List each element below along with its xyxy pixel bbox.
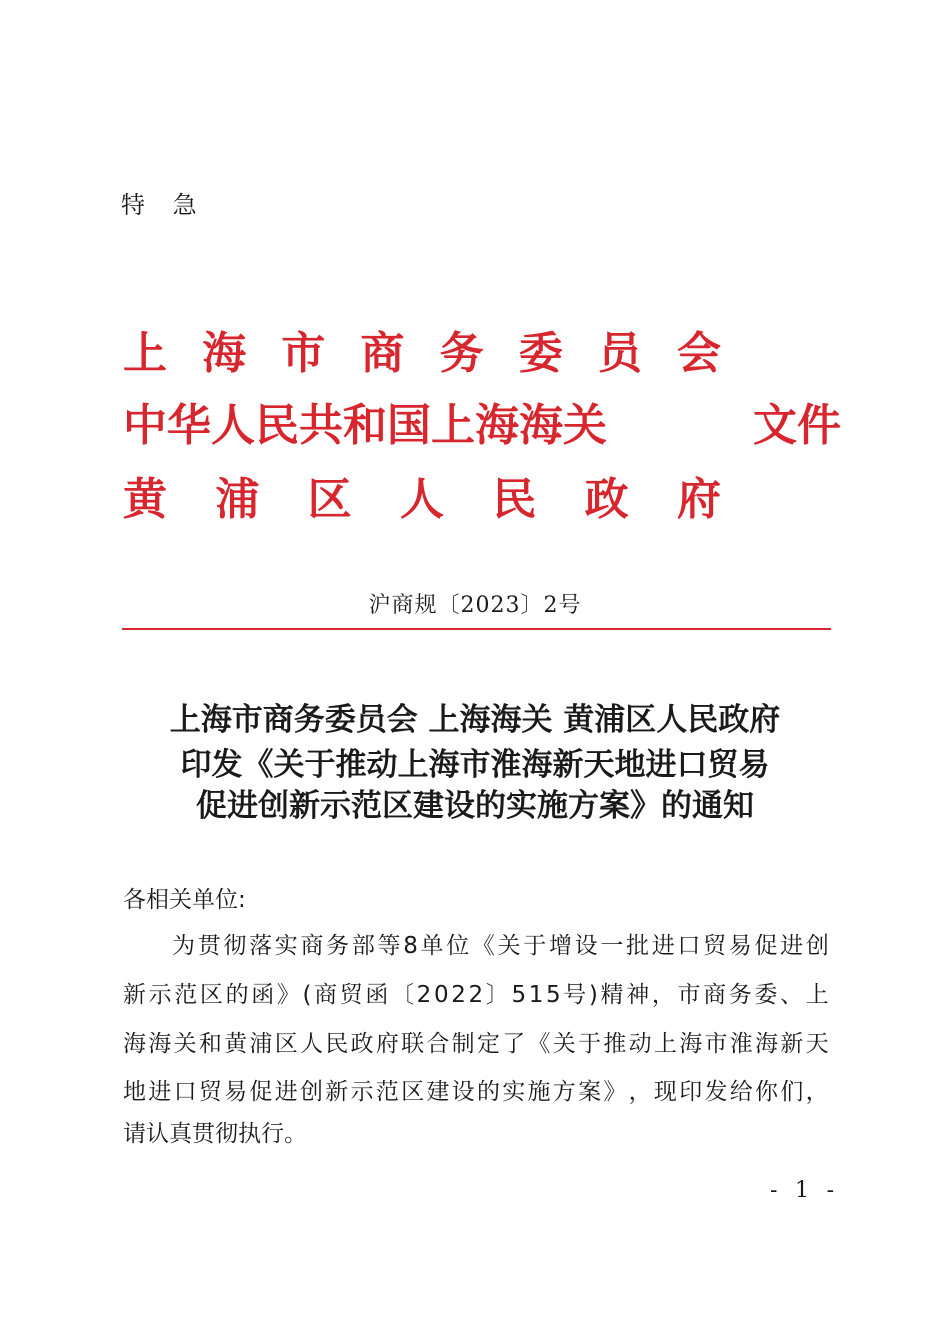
paragraph-line-3: 海 海 关 和 黄 浦 区 人 民 政 府 联 合 制 定 了 《 关 于 推 动 上 海 市 淮 海 新 天 bbox=[123, 1031, 829, 1057]
paragraph-line-4: 地 进 口 贸 易 促 进 创 新 示 范 区 建 设 的 实 施 方 案 》 ， 现 印 发 给 你 们 ， bbox=[123, 1079, 829, 1105]
title-line-3: 促进创新示范区建设的实施方案》的通知 bbox=[196, 788, 754, 824]
paragraph-line-1: 为 贯 彻 落 实 商 务 部 等 8 单 位 《 关 于 增 设 一 批 进 口 贸 易 促 进 创 bbox=[172, 933, 829, 959]
issuer-line-2: 中华人民共和国上海海关 bbox=[123, 400, 607, 451]
title-line-2: 印发《关于推动上海市淮海新天地进口贸易 bbox=[180, 747, 770, 783]
issuer-char: 府 bbox=[676, 474, 721, 525]
issuer-char: 政 bbox=[584, 474, 629, 525]
issuer-char: 黄 bbox=[123, 474, 167, 525]
red-divider-line bbox=[122, 628, 831, 630]
issuer-char: 人 bbox=[399, 474, 444, 525]
issuer-line-3 bbox=[123, 472, 721, 528]
issuer-char: 民 bbox=[492, 474, 537, 525]
page-number-dash: - bbox=[770, 1178, 778, 1203]
issuer-char: 商 bbox=[360, 328, 405, 379]
issuer-char: 务 bbox=[439, 328, 484, 379]
issuer-char: 区 bbox=[307, 474, 352, 525]
salutation: 各相关单位: bbox=[123, 887, 246, 913]
issuer-char: 上 bbox=[123, 328, 167, 379]
title-line-1: 上海市商务委员会 上海海关 黄浦区人民政府 bbox=[169, 702, 781, 738]
issuer-char: 员 bbox=[597, 328, 642, 379]
issuer-char: 市 bbox=[281, 328, 326, 379]
issuer-char: 会 bbox=[676, 328, 721, 379]
paragraph-line-5: 请认真贯彻执行。 bbox=[123, 1121, 307, 1147]
page-number-dash: - bbox=[826, 1178, 834, 1203]
page-number bbox=[770, 1176, 834, 1206]
issuer-char: 浦 bbox=[215, 474, 260, 525]
issuer-line-1 bbox=[123, 326, 721, 382]
issuer-char: 海 bbox=[202, 328, 247, 379]
page-number-value: 1 bbox=[795, 1178, 809, 1203]
paragraph-line-2: 新 示 范 区 的 函 》 ( 商 贸 函 〔 2 0 2 2 〕 5 1 5 号 ) 精 神 ， 市 商 务 委 、 上 bbox=[123, 982, 829, 1008]
urgency-label: 特 急 bbox=[121, 191, 207, 219]
document-number: 沪商规〔2023〕2号 bbox=[368, 593, 582, 618]
issuer-char: 委 bbox=[518, 328, 563, 379]
issuer-suffix-wenjian: 文件 bbox=[753, 400, 841, 451]
